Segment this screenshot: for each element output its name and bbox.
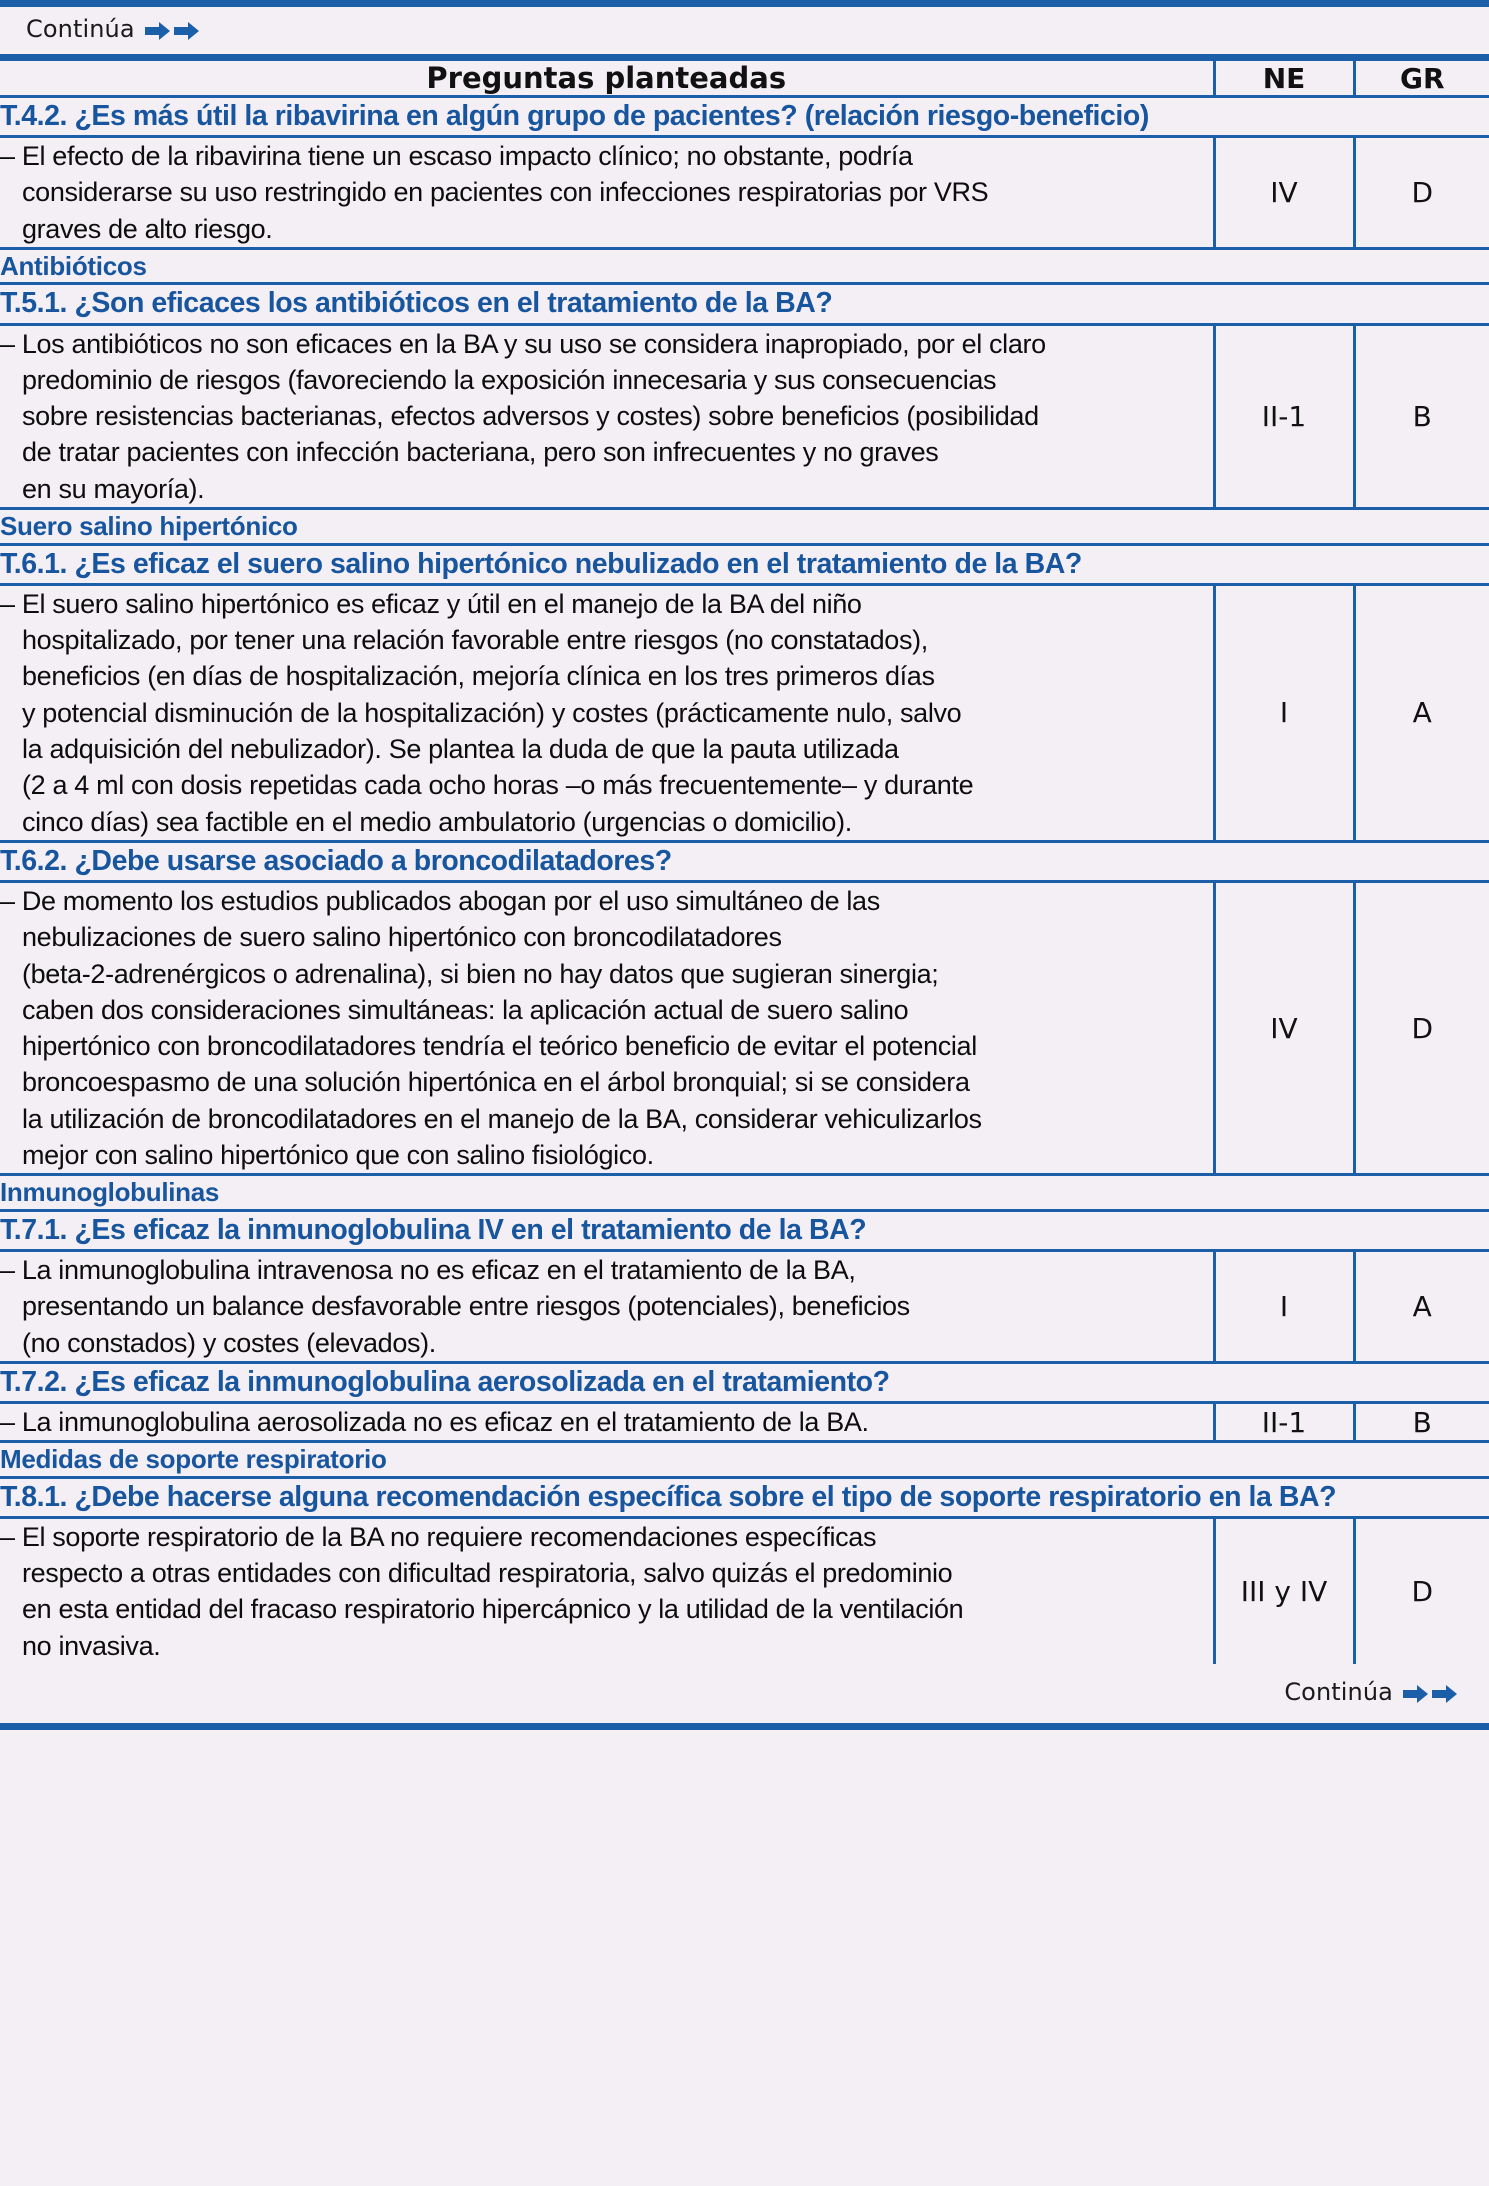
recommendation-line: y potencial disminución de la hospitalización) y costes (prácticamente nulo, salvo [22, 697, 962, 728]
recommendation-grade-value: A [1354, 1250, 1489, 1362]
recommendation-text [0, 1250, 1214, 1362]
right-arrow-icon [1403, 1679, 1459, 1707]
recommendation-line: – Los antibióticos no son eficaces en la BA y su uso se considera inapropiado, por el claro [0, 328, 1046, 359]
column-header-gr: GR [1354, 61, 1489, 97]
question-heading: T.8.1. ¿Debe hacerse alguna recomendación específica sobre el tipo de soporte respiratorio en la BA? [0, 1477, 1489, 1517]
recommendation-line: hipertónico con broncodilatadores tendría el teórico beneficio de evitar el potencial [22, 1031, 977, 1062]
recommendation-line: en esta entidad del fracaso respiratorio hipercápnico y la utilidad de la ventilación [22, 1594, 964, 1625]
recommendation-row [0, 324, 1489, 509]
evidence-level-value: II-1 [1214, 324, 1354, 509]
section-heading-row [0, 248, 1489, 284]
question-heading: T.6.2. ¿Debe usarse asociado a broncodilatadores? [0, 841, 1489, 881]
column-header-questions: Preguntas planteadas [0, 61, 1214, 97]
recommendation-text [0, 881, 1214, 1175]
question-heading: T.7.1. ¿Es eficaz la inmunoglobulina IV en el tratamiento de la BA? [0, 1210, 1489, 1250]
recommendation-line: sobre resistencias bacterianas, efectos adversos y costes) sobre beneficios (posibilidad [22, 401, 1039, 432]
recommendation-row [0, 1402, 1489, 1441]
recommendation-line: en su mayoría). [22, 473, 205, 504]
section-heading: Suero salino hipertónico [0, 509, 1489, 545]
continued-top-banner [0, 7, 1489, 54]
recommendation-line: – La inmunoglobulina intravenosa no es eficaz en el tratamiento de la BA, [0, 1254, 856, 1285]
continued-top-label: Continúa [26, 15, 135, 43]
recommendation-grade-value: B [1354, 1402, 1489, 1441]
recommendation-line: – El efecto de la ribavirina tiene un escaso impacto clínico; no obstante, podría [0, 141, 913, 172]
recommendation-row [0, 1517, 1489, 1664]
recommendation-line: predominio de riesgos (favoreciendo la exposición innecesaria y sus consecuencias [22, 364, 997, 395]
recommendation-row [0, 1250, 1489, 1362]
recommendation-grade-value: D [1354, 1517, 1489, 1664]
continued-bottom-label: Continúa [1284, 1678, 1393, 1707]
recommendation-row [0, 881, 1489, 1175]
recommendation-line: no invasiva. [22, 1630, 161, 1661]
section-heading: Medidas de soporte respiratorio [0, 1442, 1489, 1478]
table-header-row [0, 61, 1489, 97]
recommendation-line: graves de alto riesgo. [22, 213, 273, 244]
question-heading-row [0, 1477, 1489, 1517]
recommendation-text [0, 1517, 1214, 1664]
recommendation-line: broncoespasmo de una solución hipertónica en el árbol bronquial; si se considera [22, 1067, 970, 1098]
question-heading: T.7.2. ¿Es eficaz la inmunoglobulina aerosolizada en el tratamiento? [0, 1362, 1489, 1402]
recommendation-line: cinco días) sea factible en el medio ambulatorio (urgencias o domicilio). [22, 806, 852, 837]
section-heading-row [0, 1175, 1489, 1211]
recommendation-row [0, 137, 1489, 249]
section-heading: Antibióticos [0, 248, 1489, 284]
recommendation-text [0, 324, 1214, 509]
recommendation-line: caben dos consideraciones simultáneas: la aplicación actual de suero salino [22, 994, 909, 1025]
question-heading-row [0, 97, 1489, 137]
section-heading: Inmunoglobulinas [0, 1175, 1489, 1211]
evidence-level-value: II-1 [1214, 1402, 1354, 1441]
recommendation-grade-value: A [1354, 584, 1489, 841]
recommendation-line: mejor con salino hipertónico que con salino fisiológico. [22, 1140, 654, 1171]
recommendation-row [0, 584, 1489, 841]
section-heading-row [0, 1442, 1489, 1478]
question-heading-row [0, 284, 1489, 324]
recommendation-line: presentando un balance desfavorable entre riesgos (potenciales), beneficios [22, 1291, 910, 1322]
evidence-level-value: III y IV [1214, 1517, 1354, 1664]
recommendation-grade-value: B [1354, 324, 1489, 509]
continued-bottom-banner [0, 1664, 1489, 1723]
recommendation-line: – El suero salino hipertónico es eficaz y útil en el manejo de la BA del niño [0, 588, 862, 619]
evidence-level-value: I [1214, 1250, 1354, 1362]
question-heading-row [0, 544, 1489, 584]
question-heading: T.4.2. ¿Es más útil la ribavirina en algún grupo de pacientes? (relación riesgo-beneficio) [0, 97, 1489, 137]
question-heading: T.6.1. ¿Es eficaz el suero salino hipertónico nebulizado en el tratamiento de la BA? [0, 544, 1489, 584]
evidence-level-value: IV [1214, 137, 1354, 249]
recommendation-line: de tratar pacientes con infección bacteriana, pero son infrecuentes y no graves [22, 437, 939, 468]
recommendation-grade-value: D [1354, 137, 1489, 249]
top-border-rule [0, 0, 1489, 7]
recommendation-line: (2 a 4 ml con dosis repetidas cada ocho horas –o más frecuentemente– y durante [22, 770, 974, 801]
evidence-level-value: IV [1214, 881, 1354, 1175]
recommendation-line: – La inmunoglobulina aerosolizada no es eficaz en el tratamiento de la BA. [0, 1406, 869, 1437]
recommendation-line: la adquisición del nebulizador). Se plantea la duda de que la pauta utilizada [22, 733, 899, 764]
recommendation-line: (beta-2-adrenérgicos o adrenalina), si bien no hay datos que sugieran sinergia; [22, 958, 939, 989]
recommendation-line: considerarse su uso restringido en pacientes con infecciones respiratorias por VRS [22, 177, 989, 208]
section-heading-row [0, 509, 1489, 545]
question-heading-row [0, 1210, 1489, 1250]
right-arrow-icon [145, 16, 201, 44]
column-header-ne: NE [1214, 61, 1354, 97]
recommendation-text [0, 137, 1214, 249]
recommendation-line: nebulizaciones de suero salino hipertónico con broncodilatadores [22, 922, 782, 953]
recommendation-line: (no constados) y costes (elevados). [22, 1327, 436, 1358]
recommendations-table [0, 61, 1489, 1664]
recommendation-line: – El soporte respiratorio de la BA no requiere recomendaciones específicas [0, 1521, 877, 1552]
recommendation-line: hospitalizado, por tener una relación favorable entre riesgos (no constatados), [22, 624, 928, 655]
bottom-border-rule [0, 1723, 1489, 1730]
evidence-level-value: I [1214, 584, 1354, 841]
recommendation-grade-value: D [1354, 881, 1489, 1175]
header-divider-rule [0, 54, 1489, 61]
recommendation-text [0, 584, 1214, 841]
recommendation-line: beneficios (en días de hospitalización, mejoría clínica en los tres primeros días [22, 661, 935, 692]
recommendation-line: – De momento los estudios publicados abogan por el uso simultáneo de las [0, 885, 880, 916]
recommendation-line: la utilización de broncodilatadores en el manejo de la BA, considerar vehiculizarlos [22, 1103, 982, 1134]
question-heading-row [0, 841, 1489, 881]
question-heading-row [0, 1362, 1489, 1402]
recommendation-text [0, 1402, 1214, 1441]
question-heading: T.5.1. ¿Son eficaces los antibióticos en el tratamiento de la BA? [0, 284, 1489, 324]
recommendation-line: respecto a otras entidades con dificultad respiratoria, salvo quizás el predominio [22, 1558, 953, 1589]
